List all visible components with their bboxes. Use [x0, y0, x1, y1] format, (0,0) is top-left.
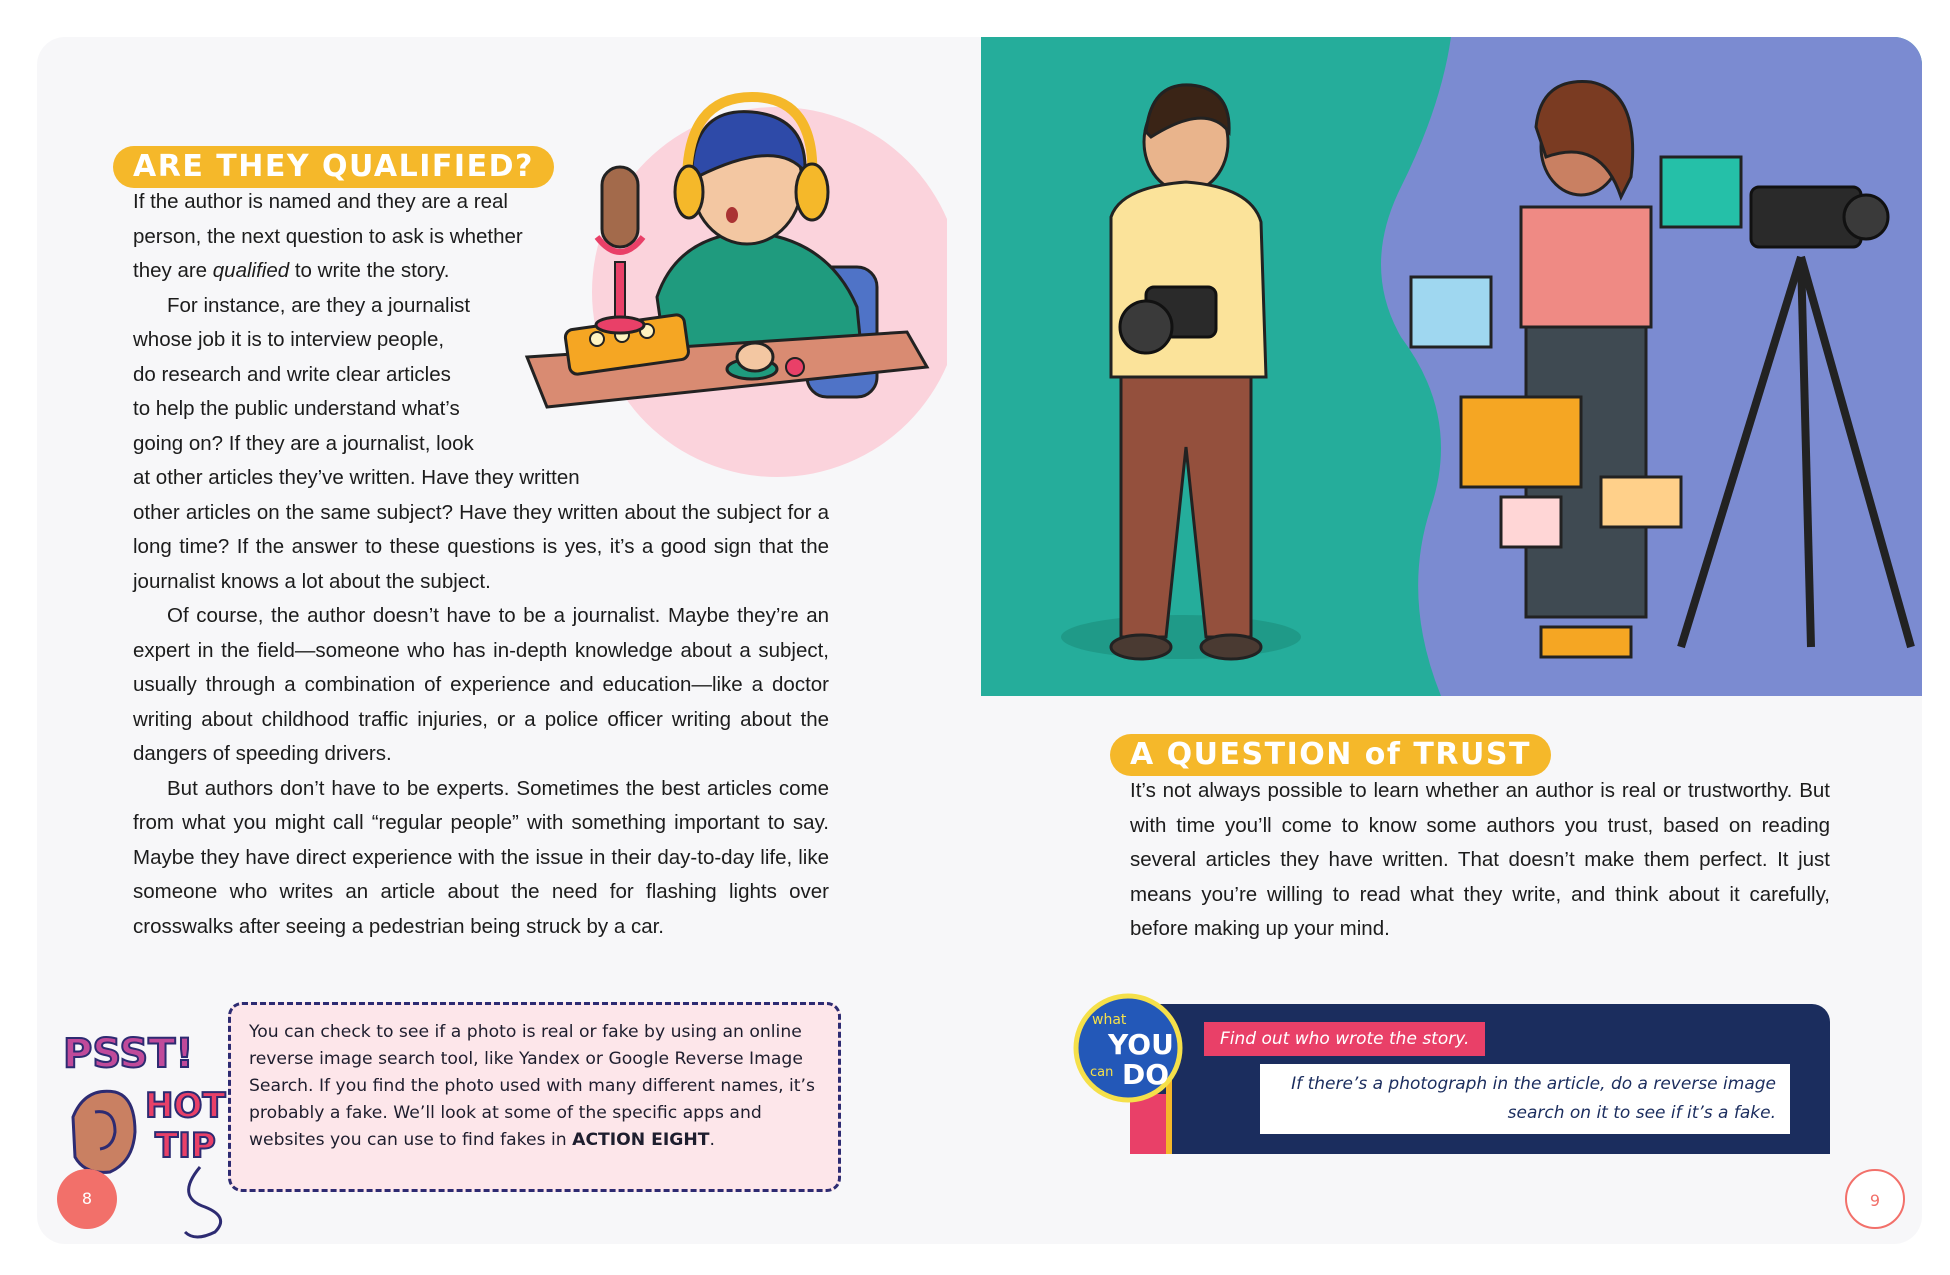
tip-body: You can check to see if a photo is real or fake by using an online reverse image search tool, like Yandex or Google Reverse Image Search. If you find the photo used with many different names, it’s probably a fake. We’ll look at some of the specific apps and websites you can use to find fakes in [249, 1022, 815, 1150]
section-heading-qualified: ARE THEY QUALIFIED? [113, 146, 554, 188]
section-heading-trust: A QUESTION of TRUST [1110, 734, 1551, 776]
text-line: do research and write clear articles [133, 362, 451, 386]
page-number-right: 9 [1845, 1169, 1905, 1229]
right-body-text [1130, 774, 1830, 947]
paragraph-3: Of course, the author doesn’t have to be a journalist. Maybe they’re an expert in the field—someone who has in-depth knowledge about a subject, usually through a combination of experience and education—like a doctor writing about childhood traffic injuries, or a police officer writing about the dangers of speeding drivers. [133, 604, 829, 765]
badge-do: DO [1122, 1058, 1170, 1091]
action-tag: Find out who wrote the story. [1204, 1022, 1485, 1056]
paragraph-1 [133, 185, 829, 289]
psst-lettering: PSST! [63, 1031, 194, 1077]
photographer-illustration [981, 37, 1922, 696]
badge-what: what [1092, 1012, 1127, 1028]
hot-tip-box [228, 1002, 841, 1192]
text-line: person, the next question to ask is whether [133, 224, 523, 248]
tip-lettering: TIP [155, 1126, 216, 1166]
tip-action-link: ACTION EIGHT [572, 1130, 710, 1150]
badge-can: can [1090, 1065, 1114, 1080]
text-line: If the author is named and they are a real [133, 190, 508, 213]
text-line: they are qualified to write the story. [133, 259, 450, 282]
paragraph-4: But authors don’t have to be experts. Sometimes the best articles come from what you might call “regular people” with something important to say. Maybe they have direct experience with the issue in their day-to-day life, like someone who writes an article about the need for flashing lights over crosswalks after seeing a pedestrian being struck by a car. [133, 776, 829, 938]
book-spread [37, 37, 1922, 1244]
what-you-can-do-badge [1072, 992, 1184, 1104]
text-line: at other articles they’ve written. Have they written [133, 466, 580, 489]
hot-tip-text [249, 1019, 820, 1154]
left-body-text [133, 185, 829, 944]
text-line: For instance, are they a journalist [167, 293, 471, 317]
what-you-can-do-banner [1130, 1004, 1830, 1154]
action-card: If there’s a photograph in the article, do a reverse image search on it to see if it’s a fake. [1260, 1064, 1790, 1134]
tip-end: . [709, 1130, 715, 1150]
badge-you: YOU [1108, 1028, 1174, 1061]
text-line: going on? If they are a journalist, look [133, 431, 474, 455]
text-line: other articles on the same subject? Have they written about the subject for a long time? If the answer to these questions is yes, it’s a good sign that the journalist knows a lot about the subject. [133, 500, 829, 593]
hot-lettering: HOT [145, 1086, 226, 1126]
paragraph-2 [133, 289, 829, 600]
text-line: to help the public understand what’s [133, 397, 460, 420]
trust-paragraph: It’s not always possible to learn whether an author is real or trustworthy. But with time you’ll come to know some authors you trust, based on reading several articles they have written. That doesn’t make them perfect. It just means you’re willing to read what they write, and think about it carefully, before making up your mind. [1130, 779, 1830, 940]
page-number-left: 8 [57, 1169, 117, 1229]
text-line: whose job it is to interview people, [133, 328, 445, 351]
